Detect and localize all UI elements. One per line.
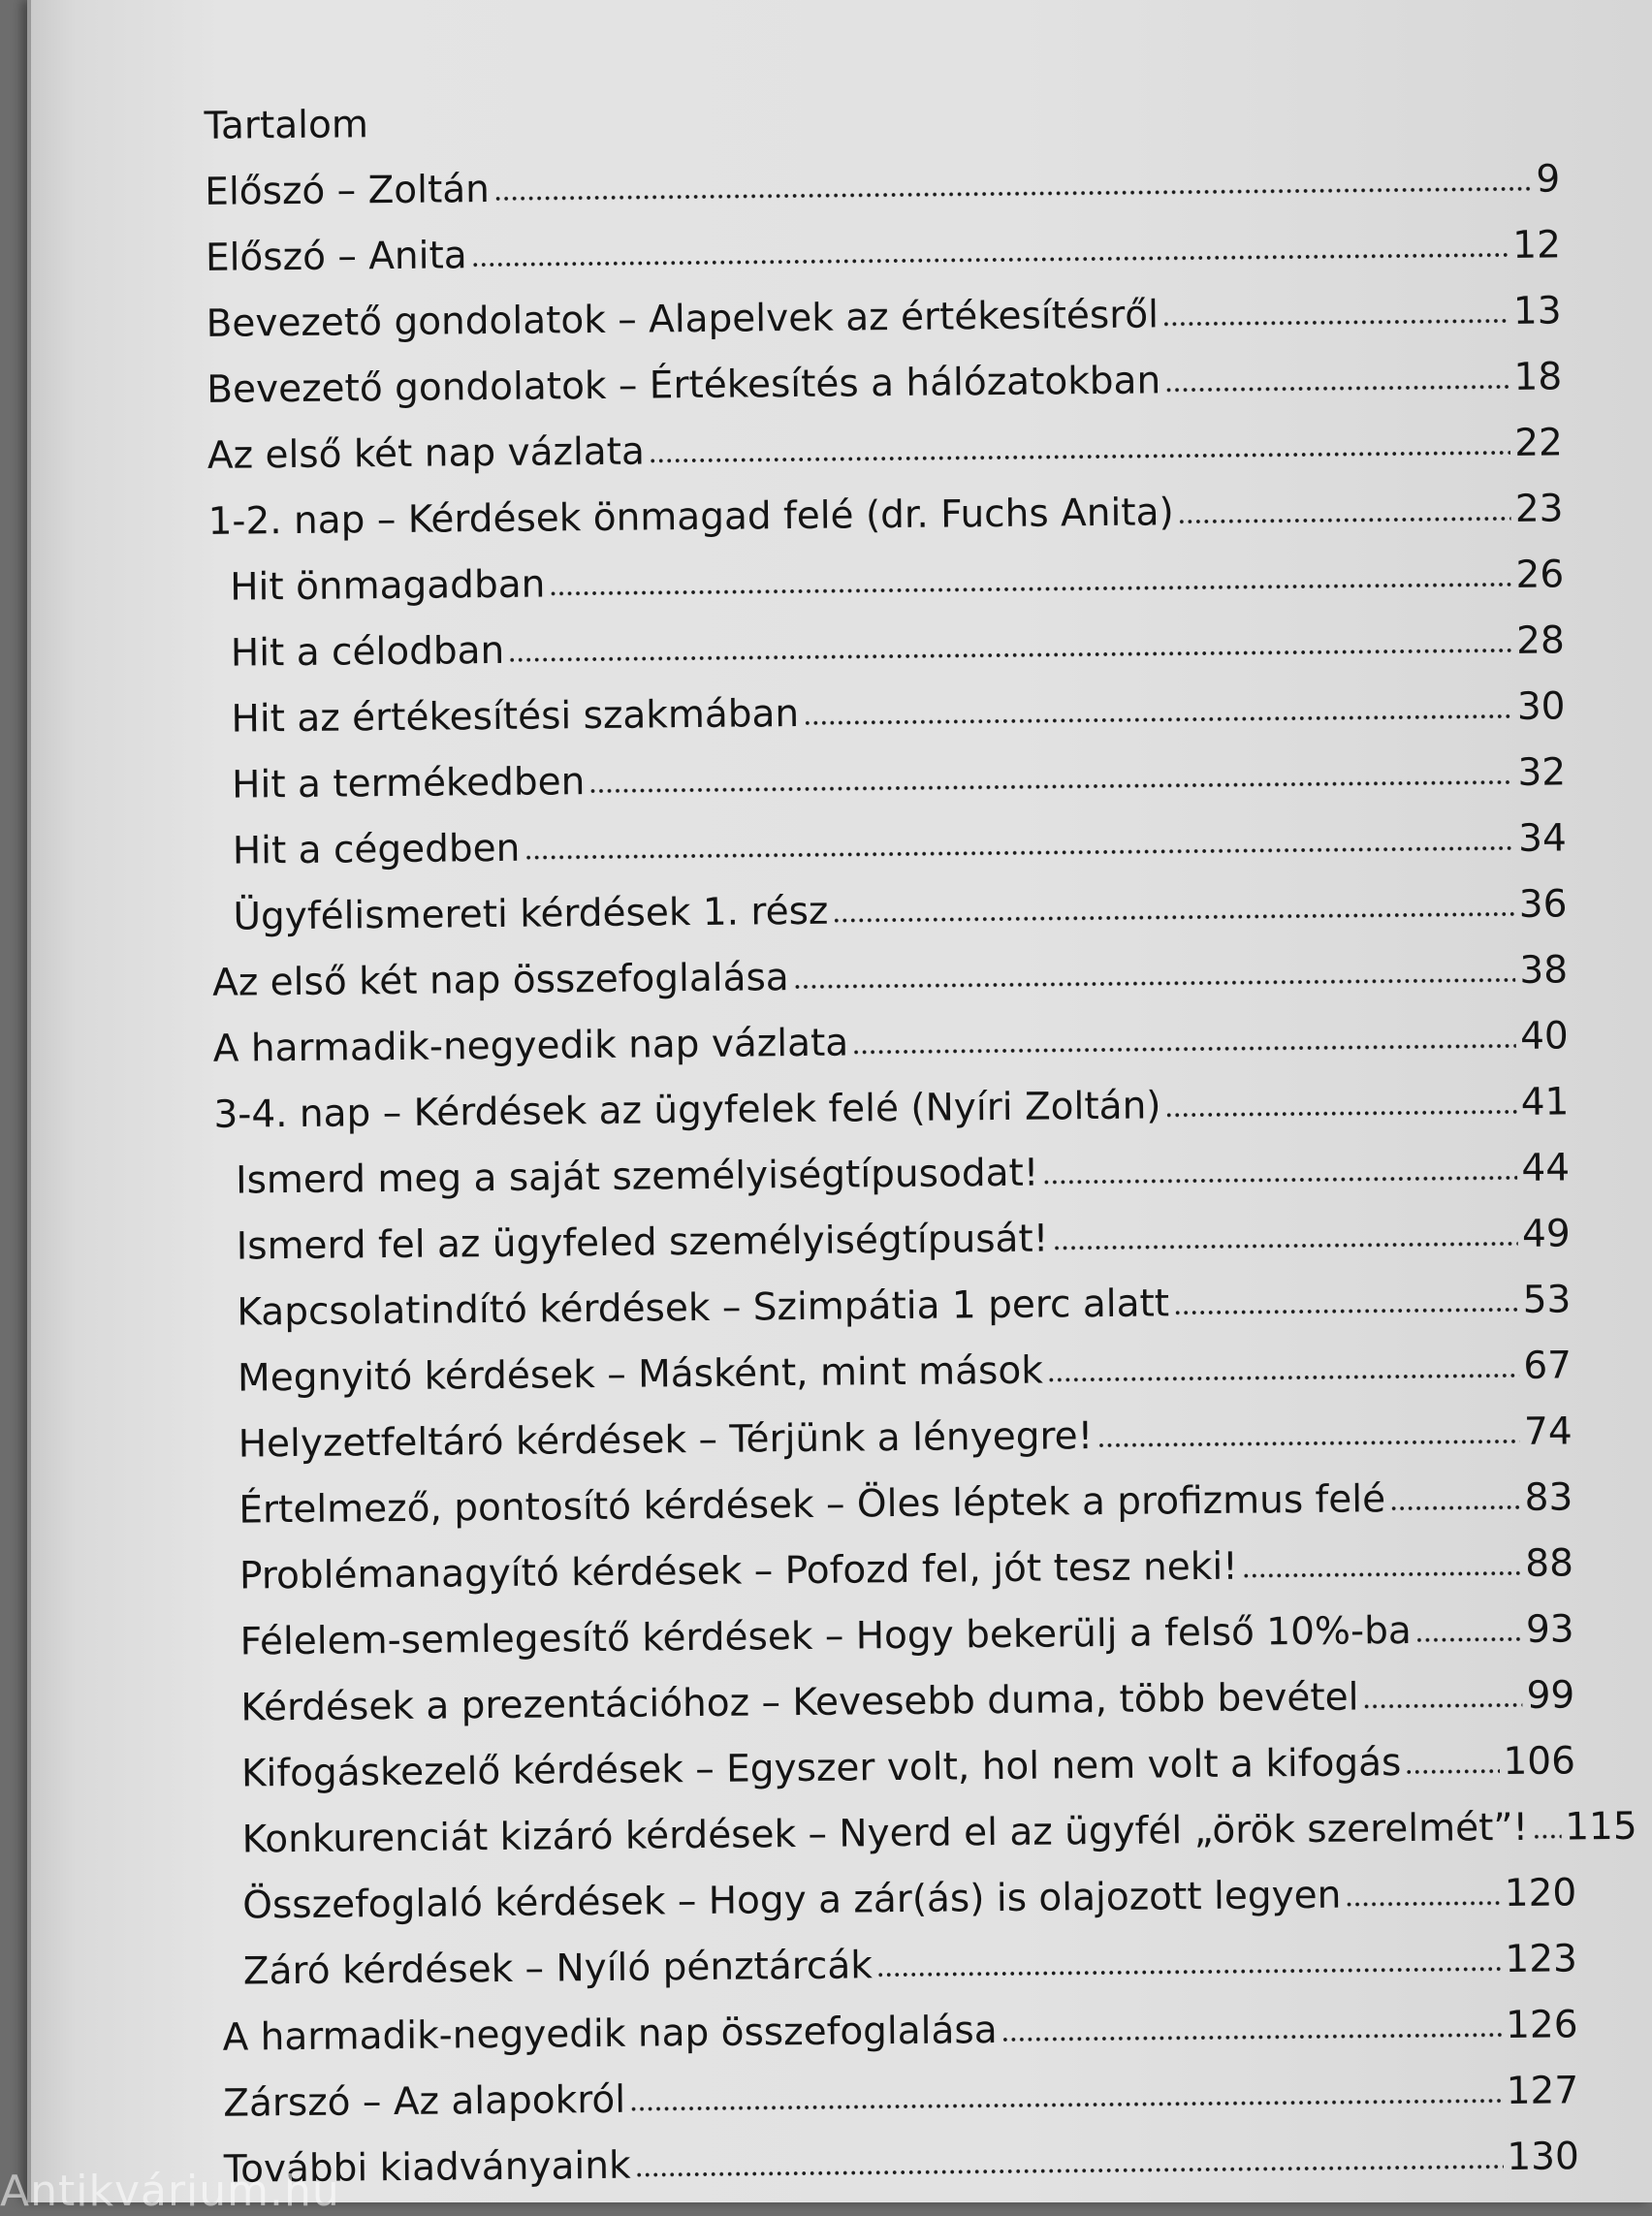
- dot-leader: [852, 1039, 1516, 1056]
- toc-entry-title: Az első két nap vázlata: [206, 429, 646, 478]
- toc-entry-title: Ismerd fel az ügyfeled személyiségtípusát!: [236, 1217, 1049, 1269]
- toc-page-number: 74: [1523, 1409, 1573, 1454]
- toc-entry-title: Hit önmagadban: [230, 562, 546, 610]
- toc-page-number: 34: [1517, 816, 1567, 861]
- toc-entry: [238, 1469, 1573, 1539]
- dot-leader: [549, 578, 1511, 597]
- toc-entry: [239, 1535, 1574, 1605]
- dot-leader: [1345, 1896, 1500, 1908]
- dot-leader: [629, 2094, 1503, 2112]
- dot-leader: [1052, 1237, 1518, 1251]
- toc-entry-title: További kiadványaink: [223, 2143, 631, 2192]
- dot-leader: [1001, 2028, 1503, 2042]
- toc-entry-title: Előszó – Zoltán: [205, 168, 491, 214]
- toc-entry: [241, 1798, 1637, 1869]
- dot-leader: [1047, 1369, 1520, 1383]
- toc-heading: Tartalom: [204, 103, 369, 148]
- toc-entry: [206, 348, 1563, 419]
- toc-entry-title: Az első két nap összefoglalása: [211, 956, 789, 1005]
- toc-entry: [238, 1337, 1573, 1408]
- toc-entry-title: 3-4. nap – Kérdések az ügyfelek felé (Nyíri Zoltán): [213, 1084, 1161, 1137]
- toc-entry-title: Ügyfélismereti kérdések 1. rész: [233, 889, 829, 939]
- dot-leader: [508, 644, 1512, 663]
- toc-entry-title: Hit a termékedben: [231, 760, 586, 807]
- toc-page-number: 28: [1515, 618, 1566, 663]
- dot-leader: [1415, 1632, 1522, 1643]
- dot-leader: [1173, 1303, 1519, 1315]
- dot-leader: [793, 973, 1516, 990]
- dot-leader: [1532, 1829, 1561, 1839]
- toc-page-number: 83: [1524, 1475, 1573, 1520]
- toc-entry: [237, 1271, 1572, 1342]
- toc-entry-title: 1-2. nap – Kérdések önmagad felé (dr. Fuchs Anita): [207, 491, 1174, 544]
- toc-entry: [233, 875, 1568, 946]
- toc-entry: [233, 809, 1568, 880]
- toc-page-number: 26: [1515, 553, 1565, 597]
- toc-entry: [207, 480, 1564, 551]
- toc-entry: [206, 216, 1562, 287]
- dot-leader: [524, 841, 1514, 861]
- toc-page-number: 9: [1536, 157, 1561, 202]
- toc-entry: [224, 2128, 1580, 2199]
- dot-leader: [1042, 1171, 1517, 1186]
- toc-entry-title: Hit a cégedben: [232, 826, 521, 873]
- toc-page-number: 41: [1520, 1080, 1570, 1124]
- toc-page-number: 106: [1503, 1739, 1576, 1785]
- toc-entry-title: Kifogáskezelő kérdések – Egyszer volt, hol nem volt a kifogás: [240, 1741, 1402, 1796]
- toc-entry: [231, 612, 1566, 682]
- toc-entry-title: A harmadik-negyedik nap összefoglalása: [222, 2009, 998, 2060]
- toc-entry: [238, 1403, 1573, 1473]
- dot-leader: [1164, 380, 1509, 393]
- toc-page-number: 99: [1526, 1673, 1575, 1718]
- dot-leader: [493, 182, 1533, 202]
- toc-entry: [240, 1666, 1575, 1737]
- dot-leader: [876, 1962, 1502, 1978]
- dot-leader: [1362, 1698, 1522, 1710]
- toc-entry-title: Hit a célodban: [230, 628, 505, 676]
- toc-entry: [239, 1600, 1574, 1671]
- toc-entry: [206, 282, 1562, 353]
- toc-page-number: 120: [1504, 1871, 1577, 1916]
- toc-page-number: 130: [1507, 2135, 1580, 2180]
- toc-page-number: 38: [1519, 948, 1569, 993]
- toc-entry-title: Kapcsolatindító kérdések – Szimpátia 1 perc alatt: [237, 1282, 1170, 1335]
- watermark: Antikvárium.hu: [0, 2167, 340, 2216]
- toc-entry: [232, 744, 1567, 814]
- dot-leader: [649, 446, 1510, 464]
- toc-page-number: 53: [1522, 1278, 1572, 1322]
- toc-entry-title: Ismerd meg a saját személyiségtípusodat!: [235, 1151, 1039, 1203]
- toc-entry-title: Zárszó – Az alapokról: [223, 2077, 626, 2126]
- toc-entry-title: Értelmező, pontosító kérdések – Öles léptek a profizmus felé: [238, 1477, 1386, 1533]
- toc-page-number: 44: [1521, 1146, 1571, 1190]
- toc-page-number: 40: [1519, 1014, 1569, 1059]
- toc-entry-title: Bevezető gondolatok – Értékesítés a hálózatokban: [206, 359, 1161, 412]
- toc-entry: [236, 1139, 1571, 1210]
- toc-page-number: 18: [1513, 355, 1563, 399]
- toc-page-number: 88: [1525, 1541, 1574, 1586]
- toc-entry: [242, 1864, 1577, 1935]
- toc-page-number: 36: [1518, 882, 1568, 927]
- toc-entry: [212, 941, 1569, 1012]
- toc-entry-title: Előszó – Anita: [205, 234, 467, 280]
- toc-page-number: 22: [1514, 421, 1564, 465]
- toc-page-number: 127: [1506, 2069, 1579, 2114]
- dot-leader: [1178, 512, 1511, 524]
- toc-entry-title: Megnyitó kérdések – Másként, mint mások: [237, 1348, 1044, 1401]
- toc-entry-title: Záró kérdések – Nyíló pénztárcák: [242, 1944, 874, 1994]
- toc-entry-title: Problémanagyító kérdések – Pofozd fel, jót tesz neki!: [238, 1544, 1239, 1599]
- toc-page-number: 93: [1525, 1607, 1574, 1652]
- toc-entry: [231, 678, 1566, 748]
- dot-leader: [1389, 1501, 1521, 1511]
- toc-page-number: 49: [1521, 1212, 1571, 1256]
- toc-entry: [230, 546, 1565, 617]
- toc-entry-title: Helyzetfeltáró kérdések – Térjünk a lényegre!: [238, 1414, 1094, 1467]
- book-page: [27, 0, 1652, 2202]
- dot-leader: [471, 248, 1509, 268]
- dot-leader: [803, 710, 1513, 726]
- toc-page-number: 123: [1505, 1937, 1578, 1982]
- dot-leader: [1165, 1105, 1517, 1118]
- toc-entry-title: Hit az értékesítési szakmában: [231, 691, 800, 742]
- dot-leader: [832, 907, 1514, 924]
- toc-page-number: 32: [1517, 750, 1567, 795]
- toc-entry: [223, 2062, 1579, 2133]
- dot-leader: [588, 776, 1513, 794]
- toc-entry: [213, 1007, 1570, 1078]
- toc-page-number: 67: [1523, 1344, 1573, 1388]
- toc-entry: [213, 1073, 1570, 1144]
- toc-entry-title: Konkurenciát kizáró kérdések – Nyerd el az ügyfél „örök szerelmét”!: [241, 1805, 1529, 1862]
- toc-entry-title: Kérdések a prezentációhoz – Kevesebb duma, több bevétel: [240, 1675, 1359, 1730]
- dot-leader: [1405, 1764, 1499, 1775]
- toc-entry-title: Bevezető gondolatok – Alapelvek az értékesítésről: [206, 293, 1160, 346]
- toc-entry-title: Félelem-semlegesítő kérdések – Hogy bekerülj a felső 10%-ba: [239, 1608, 1412, 1664]
- table-of-contents: [16, 0, 1652, 2211]
- toc-page-number: 30: [1516, 684, 1566, 729]
- toc-entry-title: Összefoglaló kérdések – Hogy a zár(ás) is olajozott legyen: [242, 1873, 1342, 1928]
- toc-entry: [243, 1930, 1578, 2001]
- toc-page-number: 126: [1505, 2003, 1578, 2048]
- toc-page-number: 23: [1514, 487, 1564, 531]
- toc-entry: [236, 1205, 1571, 1276]
- toc-page-number: 13: [1512, 289, 1562, 333]
- toc-entry: [205, 150, 1561, 221]
- dot-leader: [1096, 1435, 1520, 1448]
- dot-leader: [635, 2160, 1504, 2178]
- toc-page-number: 115: [1564, 1804, 1637, 1850]
- toc-entry-title: A harmadik-negyedik nap vázlata: [212, 1021, 849, 1071]
- dot-leader: [1162, 314, 1509, 327]
- toc-entry: [241, 1732, 1576, 1803]
- dot-leader: [1242, 1567, 1522, 1579]
- toc-page-number: 12: [1512, 223, 1562, 268]
- toc-entry: [222, 1996, 1578, 2067]
- toc-entry: [207, 414, 1564, 485]
